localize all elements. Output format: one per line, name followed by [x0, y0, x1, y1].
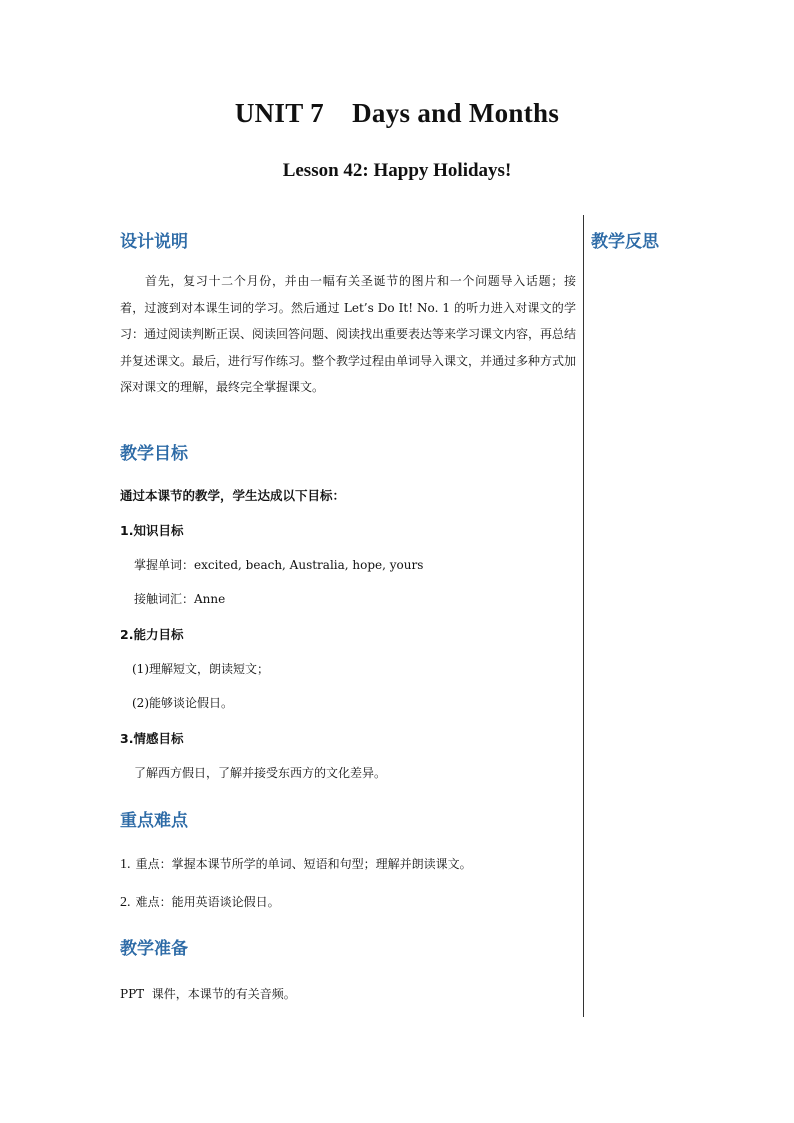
- design-notes-heading: 设计说明: [120, 232, 188, 252]
- objectives-intro: 通过本课节的教学，学生达成以下目标：: [120, 488, 346, 503]
- key-point-2: [120, 891, 280, 911]
- unit-title: UNIT 7 Days and Months: [234, 98, 560, 128]
- knowledge-master-words: 掌握单词：excited, beach, Australia, hope, yours: [134, 558, 424, 572]
- emotion-goal-title: 3.情感目标: [120, 731, 184, 746]
- preparation-text: PPT 课件，本课节的有关音频。: [120, 987, 296, 1001]
- ability-item-2: (2)能够谈论假日。: [132, 696, 233, 710]
- reflection-heading: 教学反思: [591, 232, 659, 252]
- key-points-heading: 重点难点: [120, 811, 188, 831]
- key-point-2-text: 难点：能用英语谈论假日。: [135, 895, 280, 909]
- key-point-1-number: 1.: [120, 857, 131, 872]
- emotion-goal-text: 了解西方假日，了解并接受东西方的文化差异。: [134, 766, 387, 780]
- key-point-2-number: 2.: [120, 895, 131, 910]
- lesson-title: Lesson 42: Happy Holidays!: [282, 160, 512, 181]
- column-divider: [583, 215, 584, 1017]
- knowledge-goal-title: 1.知识目标: [120, 523, 184, 538]
- knowledge-contact-words: 接触词汇：Anne: [134, 592, 226, 606]
- key-point-1-text: 重点：掌握本课节所学的单词、短语和句型；理解并朗读课文。: [135, 857, 472, 871]
- key-point-1: [120, 853, 472, 873]
- ability-item-1: (1)理解短文，朗读短文；: [132, 662, 269, 676]
- objectives-heading: 教学目标: [120, 444, 188, 464]
- preparation-heading: 教学准备: [120, 939, 188, 959]
- design-notes-paragraph: 首先，复习十二个月份，并由一幅有关圣诞节的图片和一个问题导入话题；接着，过渡到对本课生词的学习。然后通过 Let’s Do It! No. 1 的听力进入对课文的学习：通过阅读判断正误、阅读回答问题、阅读找出重要表达等来学习课文内容，再总结并复述课文。最后，进行写作练习。整个教学过程由单词导入课文，并通过多种方式加深对课文的理解，最终完全掌握课文。: [120, 274, 577, 394]
- ability-goal-title: 2.能力目标: [120, 627, 184, 642]
